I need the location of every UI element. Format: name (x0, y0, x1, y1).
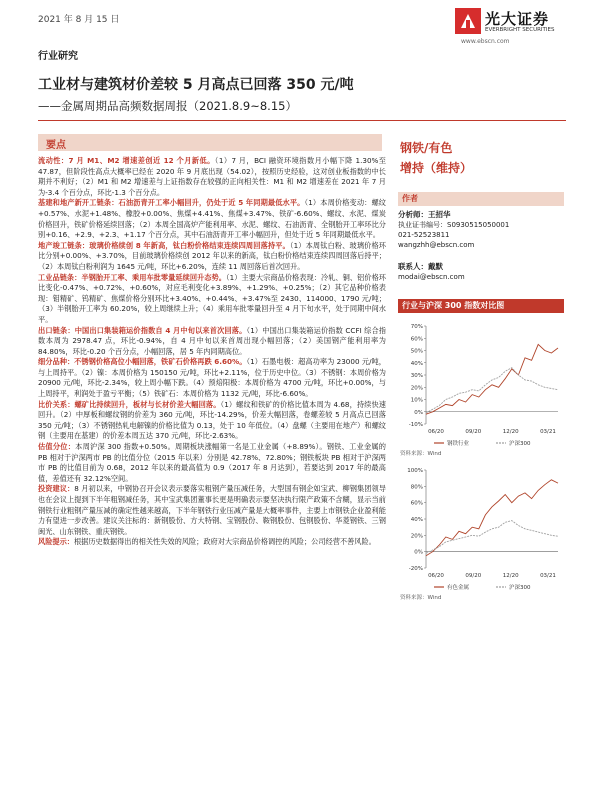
contact-email[interactable]: modai@ebscn.com (398, 273, 465, 281)
key-point-paragraph (38, 156, 386, 198)
key-point-body: （1）本周钛白粉、玻璃价格环比分别+0.00%、+3.70%，目前玻璃价格续创 2012 年以来的新高，钛白粉价格结束连续四周回落后持平；（2）本周钛白粉利润为 1645 元/吨，环比+6.20%，连续 11 周回落后首次回升。 (38, 240, 386, 271)
rating-block (400, 138, 472, 178)
key-points-header (38, 134, 382, 151)
legend-label: 钢铁行业 (447, 441, 470, 447)
x-tick-label: 06/20 (428, 429, 444, 435)
y-tick-label: 100% (407, 468, 423, 474)
key-point-lead: 出口链条：中国出口集装箱运价指数自 4 月中旬以来首次回落。 (38, 325, 247, 335)
everbright-logo-icon (455, 8, 481, 34)
key-point-lead: 基建和地产新开工链条：石油沥青开工率小幅回升，仍处于近 5 年同期最低水平。 (38, 198, 305, 208)
legend-label: 沪深300 (509, 585, 531, 591)
y-tick-label: 80% (410, 484, 423, 491)
chart-source: 资料来源：Wind (400, 595, 442, 601)
y-tick-label: 10% (410, 397, 423, 404)
y-tick-label: 40% (410, 517, 423, 523)
key-point-body: 8 月初以来，中钢协召开会议表示要落实粗钢产量压减任务，大型国有钢企如宝武、柳钢集团领导也在会议上提到下半年粗钢减任务，其中宝武集团董事长更是明确表示要坚决执行限产政策不含糊，显示当前钢铁行业粗钢产量压减的确定性越来越高，下半年钢铁行业压减产量是大概率事件，主要上市钢铁企业盈利能力有望进一步改善。建议关注标的：新钢股份、方大特钢、宝钢股份、鞍钢股份、包钢股份、华菱钢铁、三钢闽光、山东钢铁、重庆钢铁。 (38, 484, 386, 536)
key-point-paragraph (38, 198, 386, 240)
key-point-body: （1）7 月，BCI 融资环境指数月小幅下降 1.30%至 47.87，但阶段性高点大概率已经在 2020 年 9 月底出现（54.02），按照历史经验，这对创业板指数的中长期并不利好；（2）M1 和 M2 增速差与上证指数存在较强的正向相关性：M1 和 M2 增速差在 2021 年 7 月为-3.4 个百分点，环比-1.3 个百分点。 (38, 156, 386, 197)
key-point-body: （1）螺纹和铁矿的价格比值本周为 4.68，持续快速回升。（2）中厚板和螺纹钢的价差为 360 元/吨，环比-14.29%，价差大幅回落，卷螺差较 5 月高点已回落 350 元/吨；（3）不锈钢热轧电解镍的价格比值为 0.13，处于 10 年低位。（4）盘螺（主要用在地产）和螺纹钢（主要用在基建）的价差本周五达 370 元/吨，环比-2.63%。 (38, 399, 386, 441)
series-line-1 (426, 368, 558, 413)
key-point-lead: 风险提示： (38, 537, 74, 547)
x-tick-label: 03/21 (540, 429, 556, 435)
y-tick-label: 50% (410, 348, 423, 355)
key-point-body: （1）本周价格变动：螺纹+0.57%、水泥+1.48%、橡胶+0.00%、焦煤+4.41%、焦煤+3.47%、铁矿-6.60%、螺纹、水泥、煤炭价格回升，铁矿价格延续回落；（2）本周全国高炉产能利用率、水泥、螺纹、石油沥青、全钢胎开工率环比分别+0.16、+2.9、+2.3、+1.17 个百分点，其中石油沥青开工率小幅回升，但处于近 5 年同期最低水平。 (38, 198, 386, 240)
logo-url[interactable]: www.ebscn.com (461, 38, 510, 45)
key-point-lead: 流动性：7 月 M1、M2 增速差创近 12 个月新低。 (38, 156, 215, 165)
x-tick-label: 09/20 (465, 573, 482, 579)
key-point-paragraph (38, 357, 386, 399)
key-point-lead: 工业品链条：半钢胎开工率、乘用车批零量延续回升态势。 (38, 272, 226, 282)
company-logo (455, 8, 565, 44)
x-tick-label: 03/21 (540, 573, 556, 579)
key-point-body: 本周沪深 300 指数+0.50%。周期板块涨幅第一名是工业金属（+8.89%）。钢铁、工业金属的 PB 相对于沪深两市 PB 的比值分位（2015 年以来）分别是 42.78%、72.80%；钢铁板块 PB 相对于沪深两市 PB 的比值目前为 0.68，2012 年以来的最高值为 0.9（2017 年 8 月达到），若要达到 2017 年的最高值，差值还有 32.12%空间。 (38, 442, 386, 483)
y-tick-label: 60% (410, 336, 423, 343)
y-tick-label: 20% (410, 533, 423, 540)
analyst-email[interactable]: wangzhh@ebscn.com (398, 241, 475, 249)
y-tick-label: 0% (414, 549, 423, 556)
key-point-paragraph (38, 326, 386, 358)
author-header-label: 作者 (402, 194, 418, 203)
key-point-body: 根据历史数据得出的相关性失效的风险；政府对大宗商品价格调控的风险；公司经营不善风险。 (73, 537, 376, 547)
analyst-info (398, 210, 568, 250)
key-point-lead: 比价关系：螺矿比持续回升，板材与长材价差大幅回落。 (38, 399, 221, 409)
section-label: 行业研究 (38, 51, 78, 62)
y-tick-label: 0% (414, 409, 423, 416)
key-points-label: 要点 (46, 140, 66, 151)
logo-english-name: EVERBRIGHT SECURITIES (485, 27, 555, 33)
y-tick-label: 60% (410, 500, 423, 507)
key-point-paragraph (38, 442, 386, 484)
x-tick-label: 12/20 (502, 573, 519, 579)
y-tick-label: 20% (410, 385, 423, 392)
y-tick-label: 30% (410, 373, 423, 379)
key-point-paragraph (38, 273, 386, 326)
rating-label: 增持（维持） (400, 161, 473, 175)
legend-label: 沪深300 (509, 441, 531, 447)
industry-label: 钢铁/有色 (400, 141, 453, 155)
y-tick-label: -10% (408, 422, 423, 428)
key-point-body: （1）石墨电极：超高功率为 23000 元/吨，与上周持平。（2）镍：本周价格为 150150 元/吨，环比+2.11%，位于历史中位。（3）不锈钢：本周价格为 20900 元/吨，环比-2.34%，较上周小幅下跌。（4）预焙阳极：本周价格为 4700 元/吨，环比+0.00%，与上周持平，利润处于盈亏平衡；（5）铁矿石：本周价格为 1132 元/吨，环比-6.60%。 (38, 357, 386, 399)
chart-section-header (398, 299, 564, 313)
key-point-lead: 地产竣工链条：玻璃价格续创 8 年新高，钛白粉价格结束连续四周回落持平。 (38, 240, 290, 250)
nonferrous-vs-hs300-chart (398, 462, 564, 602)
key-point-lead: 投资建议： (38, 484, 75, 494)
header-divider (38, 120, 566, 121)
key-points-body (38, 156, 386, 548)
key-point-body: （1）主要大宗商品价格表现：冷轧、铜、铝价格环比变化-0.47%、+0.72%、+0.60%，对应毛利变化+3.89%、+1.29%、+0.25%；（2）其它品种价格表现：钼精矿、钨精矿、焦煤价格分别环比+3.40%、+0.44%、+3.47%至 2430、114000、1790 元/吨；（3）半钢胎开工率为 60.20%，较上周继续上升；（4）乘用车批零量回升至 4 月下旬水平，处于同期中间水平。 (38, 272, 386, 324)
nonferrous-chart-svg (398, 462, 564, 602)
x-tick-label: 09/20 (465, 429, 482, 435)
report-subtitle: ——金属周期品高频数据周报（2021.8.9~8.15） (38, 99, 297, 113)
report-title: 工业材与建筑材价差较 5 月高点已回落 350 元/吨 (38, 77, 354, 93)
report-date: 2021 年 8 月 15 日 (38, 15, 120, 25)
key-point-paragraph (38, 241, 386, 273)
key-point-lead: 细分品种：不锈钢价格高位小幅回落，铁矿石价格再跌 6.60%。 (38, 357, 247, 367)
key-point-paragraph (38, 400, 386, 442)
y-tick-label: 70% (410, 324, 423, 330)
key-point-lead: 估值分位： (38, 442, 76, 452)
chart-source: 资料来源：Wind (400, 451, 442, 457)
analyst-cert: 执业证书编号：S0930515050001 (398, 221, 510, 229)
steel-chart-svg (398, 318, 564, 458)
key-point-paragraph (38, 537, 386, 548)
series-line-0 (426, 344, 558, 414)
y-tick-label: 40% (410, 360, 423, 367)
analyst-name: 分析师：王招华 (398, 210, 451, 219)
y-tick-label: -20% (408, 566, 423, 572)
key-point-body: （1）中国出口集装箱运价指数 CCFI 综合指数本周为 2978.47 点，环比-0.94%，自 4 月中旬以来首周出现小幅回落；（2）美国钢产能利用率为 84.80%，环比-0.20 个百分点，小幅回落，居 5 年内同期高位。 (38, 325, 386, 356)
logo-chinese-name: 光大证券 (485, 10, 550, 28)
key-point-paragraph (38, 484, 386, 537)
series-line-0 (426, 480, 558, 556)
steel-vs-hs300-chart (398, 318, 564, 458)
legend-label: 有色金属 (447, 585, 470, 591)
chart-section-label: 行业与沪深 300 指数对比图 (402, 301, 505, 310)
analyst-phone: 021-52523811 (398, 231, 450, 239)
x-tick-label: 12/20 (502, 429, 519, 435)
x-tick-label: 06/20 (428, 573, 444, 579)
contact-name: 联系人：戴默 (398, 262, 443, 271)
contact-info (398, 262, 465, 282)
author-header (398, 192, 564, 206)
